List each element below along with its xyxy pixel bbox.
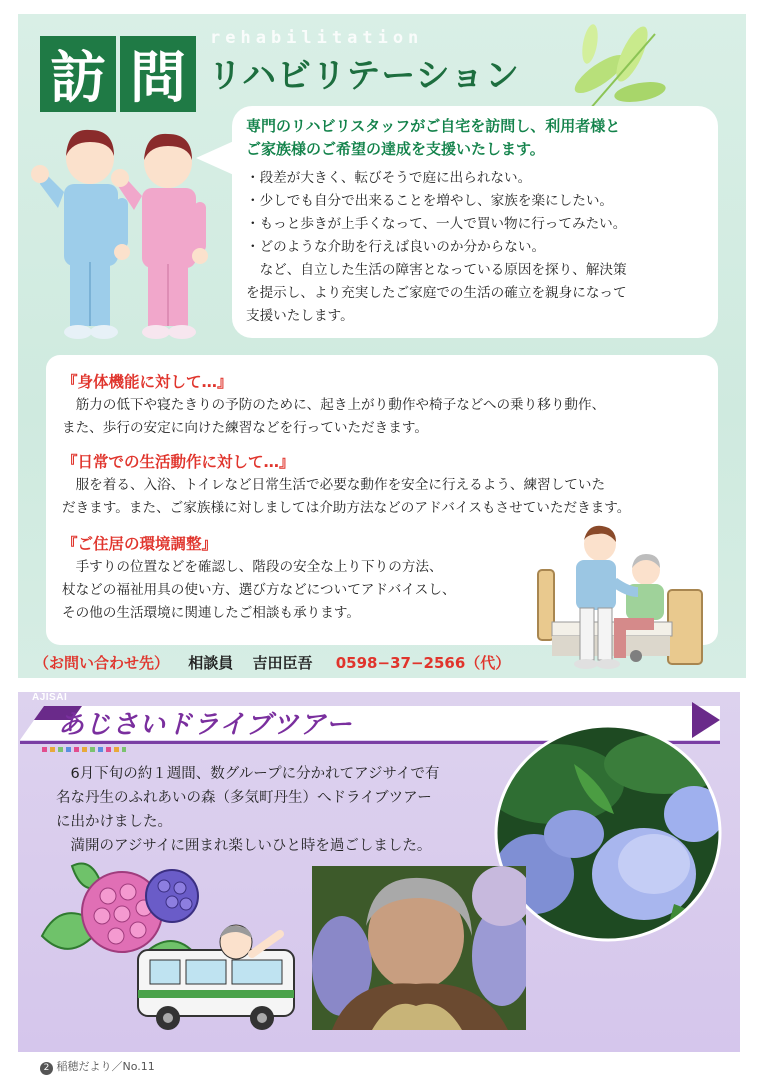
speech-bubble-tail [196, 140, 236, 176]
section-text: だきます。また、ご家族様に対しましては介助方法などのアドバイスもさせていただきます。 [62, 500, 631, 516]
english-subtitle: rehabilitation [210, 28, 424, 48]
caregiver-illustration [528, 522, 712, 672]
hydrangea-photo [494, 724, 722, 942]
tour-text: 6月下旬の約１週間、数グループに分かれてアジサイで有 [56, 766, 440, 782]
section-text: 杖などの福祉用具の使い方、選び方などについてアドバイスし、 [62, 582, 456, 598]
dotted-accent [42, 747, 126, 752]
bus-illustration [132, 924, 302, 1036]
contact-info [34, 652, 510, 673]
newsletter-issue: 稲穂だより／No.11 [56, 1060, 155, 1073]
nurses-illustration [28, 122, 218, 344]
intro-closing-2: を提示し、より充実したご家庭での生活の確立を親身になって [246, 285, 627, 301]
intro-lead-1: 専門のリハビリスタッフがご自宅を訪問し、利用者様と [246, 117, 621, 135]
intro-bullet: ・もっと歩きが上手くなって、一人で買い物に行ってみたい。 [246, 216, 627, 232]
intro-bullet: ・段差が大きく、転びそうで庭に出られない。 [246, 170, 532, 186]
intro-bullet: ・少しでも自分で出来ることを増やし、家族を楽にしたい。 [246, 193, 614, 209]
contact-name: 吉田臣吾 [252, 654, 313, 672]
section-heading-housing: 『ご住居の環境調整』 [62, 535, 218, 553]
contact-role: 相談員 [188, 654, 234, 672]
intro-lead-2: ご家族様のご希望の達成を支援いたします。 [246, 140, 545, 158]
ajisai-tag: AJISAI [32, 692, 68, 703]
contact-phone[interactable]: 0598−37−2566（代） [335, 654, 511, 672]
page-title: リハビリテーション [208, 56, 520, 96]
title-kanji-visit2: 問 [120, 36, 196, 112]
section-text: その他の生活環境に関連したご相談も承ります。 [62, 605, 360, 621]
contact-label: （お問い合わせ先） [34, 654, 170, 672]
section-text: 手すりの位置などを確認し、階段の安全な上り下りの方法、 [62, 559, 443, 575]
section-text: 筋力の低下や寝たきりの予防のために、起き上がり動作や椅子などへの乗り移り動作、 [62, 397, 606, 413]
tour-text: 満開のアジサイに囲まれ楽しいひと時を過ごしました。 [56, 838, 432, 854]
intro-bullet: ・どのような介助を行えば良いのか分からない。 [246, 239, 546, 255]
intro-closing-1: など、自立した生活の障害となっている原因を探り、解決策 [246, 262, 627, 278]
title-kanji-visit1: 訪 [40, 36, 116, 112]
section-text: また、歩行の安定に向けた練習などを行っていただきます。 [62, 420, 428, 436]
leaves-illustration [560, 14, 670, 114]
tour-text: 名な丹生のふれあいの森（多気町丹生）へドライブツアー [56, 790, 432, 806]
intro-closing-3: 支援いたします。 [246, 308, 354, 324]
section-heading-physical: 『身体機能に対して…』 [62, 373, 233, 391]
participant-photo [312, 866, 526, 1030]
tour-text: に出かけました。 [56, 814, 172, 830]
section-heading-daily: 『日常での生活動作に対して…』 [62, 453, 295, 471]
page-footer [40, 1058, 155, 1075]
page-number: 2 [40, 1062, 53, 1075]
section-text: 服を着る、入浴、トイレなど日常生活で必要な動作を安全に行えるよう、練習していた [62, 477, 606, 493]
tour-title: あじさいドライブツアー [58, 710, 353, 740]
